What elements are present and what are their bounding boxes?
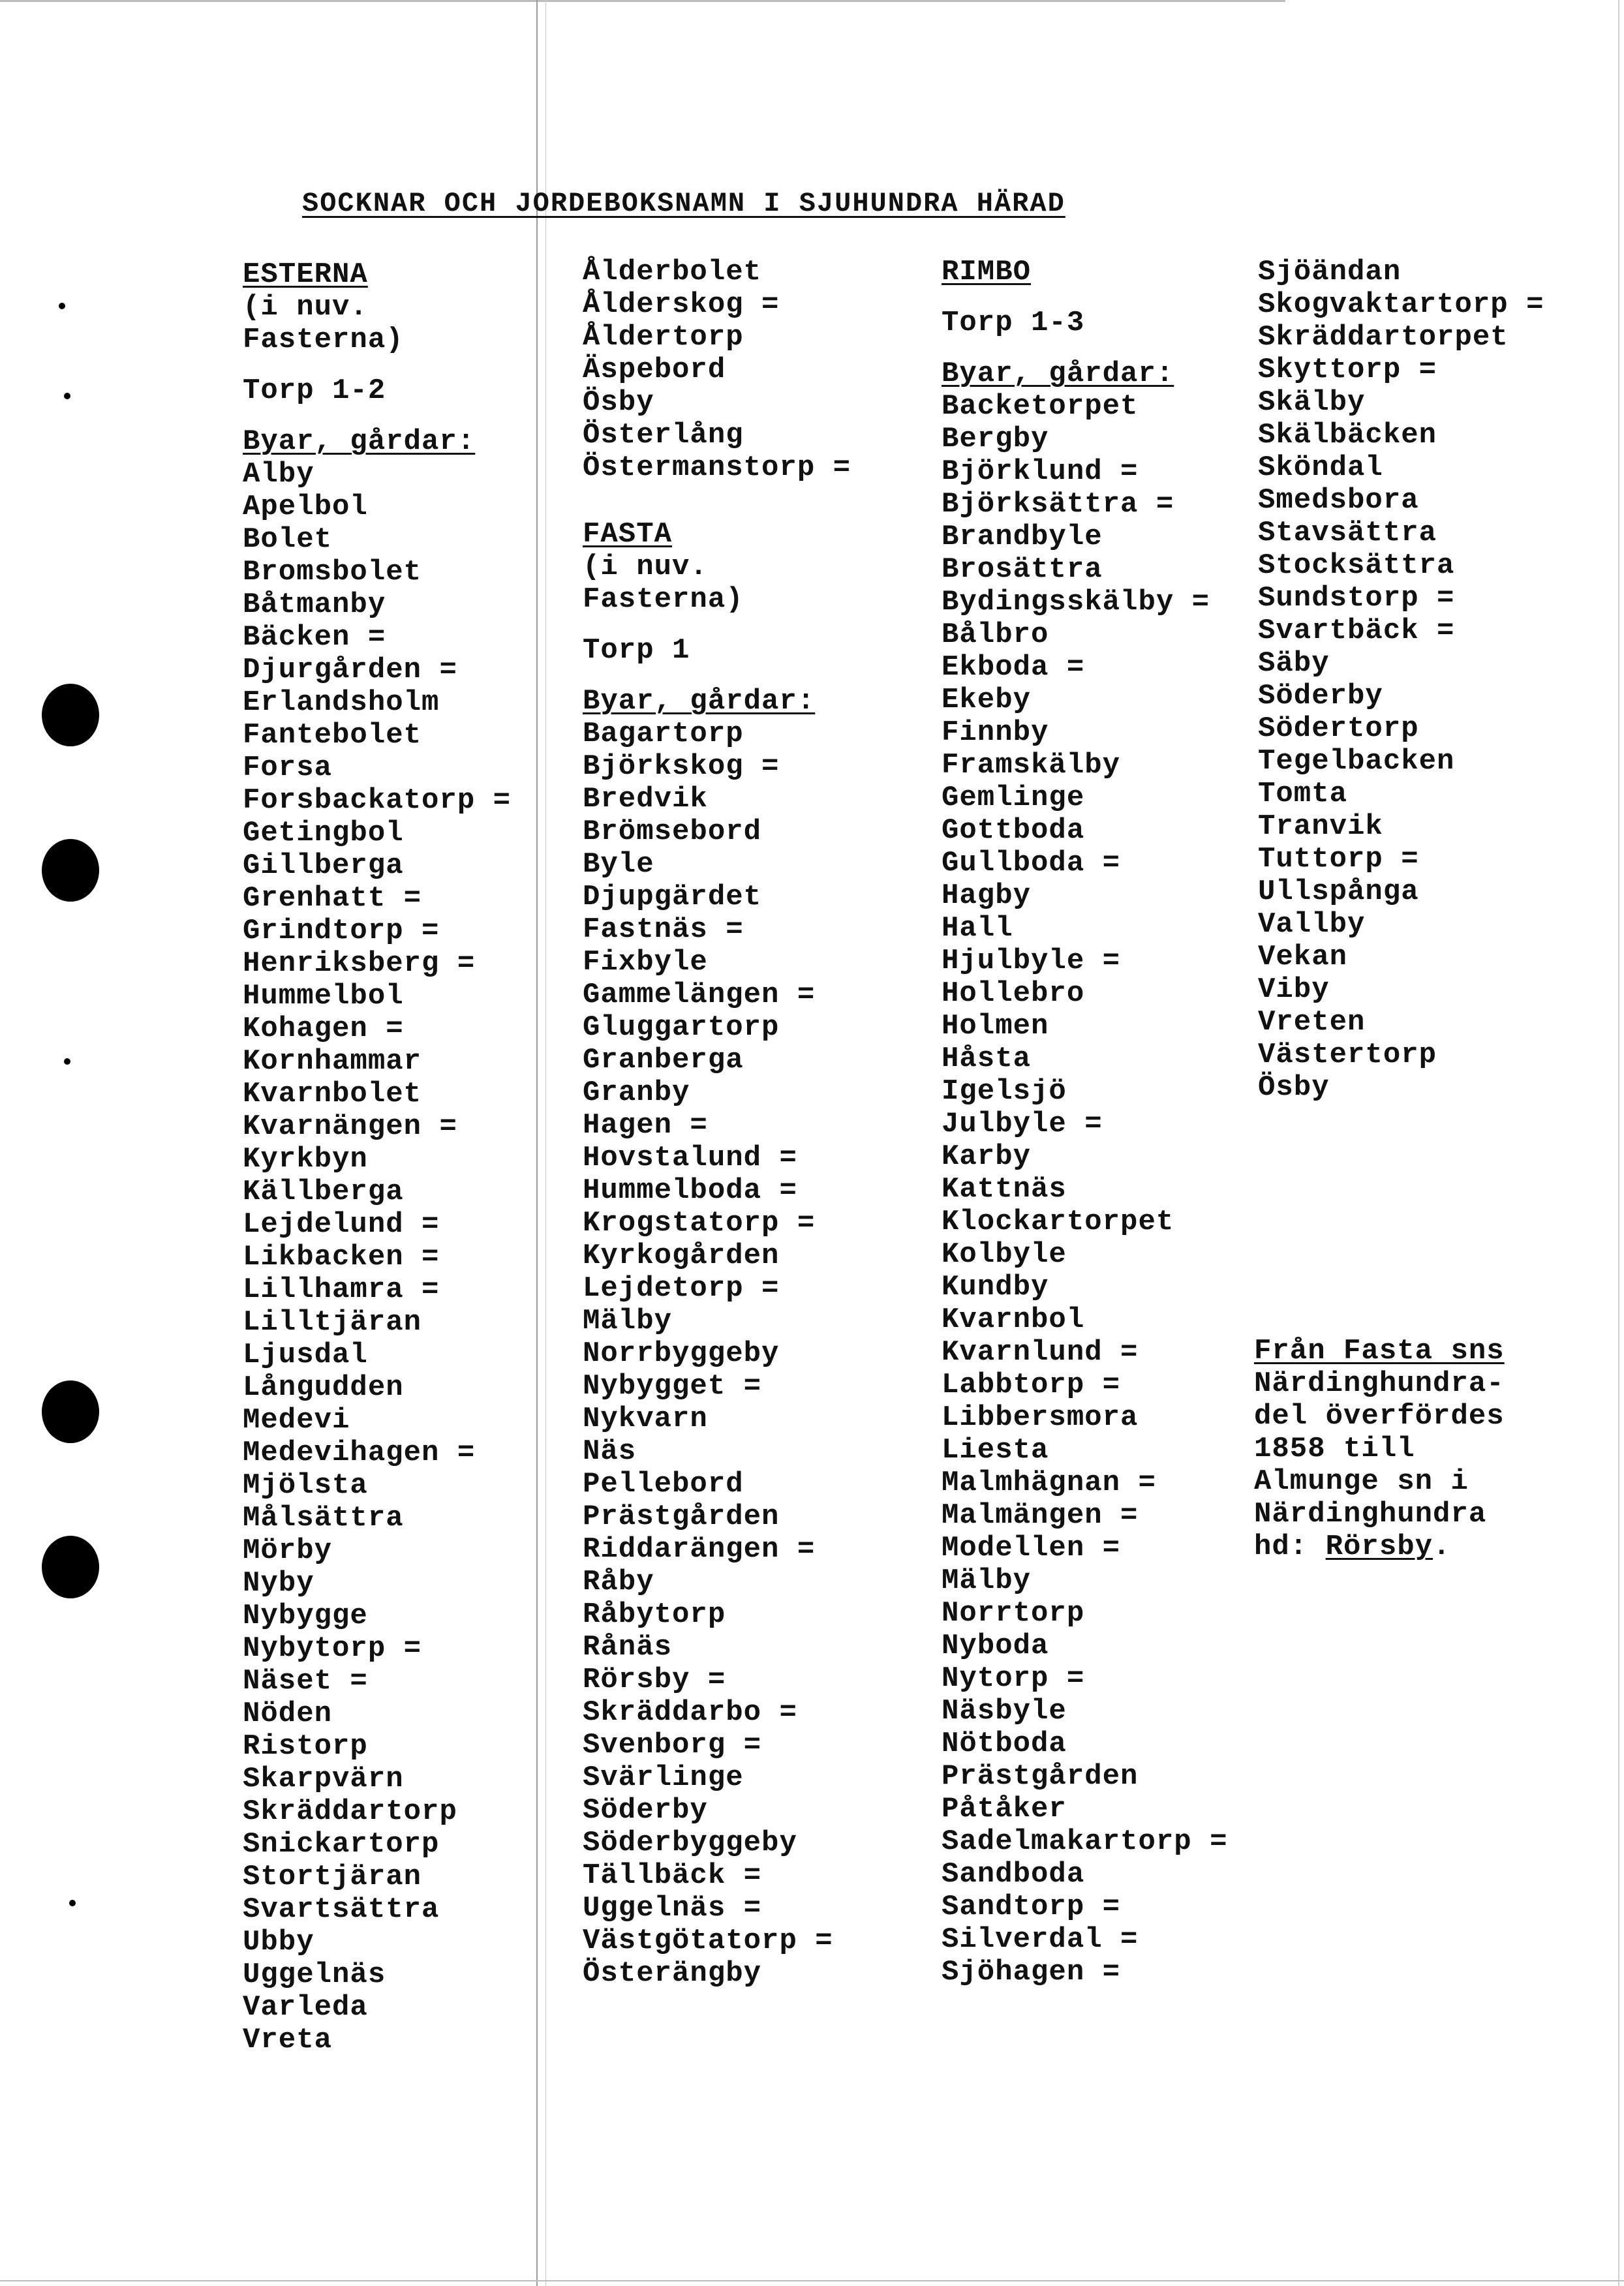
byar-heading: Byar, gårdar: xyxy=(942,358,1174,390)
place-name: Malmängen = xyxy=(942,1499,1139,1532)
place-name: Djurgården = xyxy=(243,654,457,686)
place-name: Långudden xyxy=(243,1371,404,1404)
torp-label: Torp 1 xyxy=(583,634,690,667)
place-name: Fantebolet xyxy=(243,719,422,752)
note-line: 1858 till xyxy=(1254,1433,1415,1465)
place-name: Västgötatorp = xyxy=(583,1925,833,1957)
place-name: Svärlinge xyxy=(583,1761,744,1794)
place-name: Österängby xyxy=(583,1957,762,1990)
place-name: Lilltjäran xyxy=(243,1306,422,1339)
parish-note: Fasterna) xyxy=(243,324,404,356)
note-line: Närdinghundra- xyxy=(1254,1367,1505,1400)
place-name: Österlång xyxy=(583,419,744,451)
place-name: Västertorp xyxy=(1258,1039,1437,1071)
place-name: Apelbol xyxy=(243,491,368,523)
place-name: Svartsättra xyxy=(243,1893,440,1926)
place-name: Smedsbora xyxy=(1258,484,1419,517)
place-list xyxy=(583,718,851,1990)
place-name: Björklund = xyxy=(942,455,1139,488)
punch-hole xyxy=(42,1380,99,1443)
note-line: Almunge sn i xyxy=(1254,1465,1469,1498)
parish-column-rimbo xyxy=(942,256,1227,1989)
place-name: Medevihagen = xyxy=(243,1437,476,1469)
place-list xyxy=(1258,256,1544,1104)
place-name: Råbytorp xyxy=(583,1598,726,1631)
place-name: Norrbyggeby xyxy=(583,1337,780,1370)
place-name: Källberga xyxy=(243,1176,404,1208)
place-name: Getingbol xyxy=(243,817,404,849)
place-name: Sjöhagen = xyxy=(942,1956,1121,1989)
place-name: Skyttorp = xyxy=(1258,354,1437,386)
speck xyxy=(64,393,70,399)
speck xyxy=(59,303,65,309)
place-name: Skälbäcken xyxy=(1258,419,1437,451)
place-name: Djupgärdet xyxy=(583,881,762,913)
place-name: Söderbyggeby xyxy=(583,1827,797,1859)
byar-heading: Byar, gårdar: xyxy=(243,425,476,458)
place-name: Sandtorp = xyxy=(942,1891,1121,1923)
place-name: Skräddarbo = xyxy=(583,1696,797,1729)
speck xyxy=(69,1900,76,1906)
place-name: Vreten xyxy=(1258,1006,1366,1039)
place-name: Björksättra = xyxy=(942,488,1174,521)
place-name: Prästgården xyxy=(583,1501,780,1533)
place-name: Kvarnbol xyxy=(942,1303,1085,1336)
place-name: Kattnäs xyxy=(942,1173,1067,1206)
note-line: Närdinghundra xyxy=(1254,1498,1487,1531)
place-name: Hjulbyle = xyxy=(942,945,1121,977)
place-name: Skräddartorpet xyxy=(1258,321,1509,354)
place-name: Söderby xyxy=(1258,680,1383,712)
place-name: Påtåker xyxy=(942,1793,1067,1825)
place-name: Nytorp = xyxy=(942,1662,1085,1695)
place-name: Gluggartorp xyxy=(583,1011,780,1044)
parish-column-esterna xyxy=(243,258,511,2056)
place-name: Finnby xyxy=(942,716,1049,749)
place-name: Stavsättra xyxy=(1258,517,1437,549)
place-name: Svenborg = xyxy=(583,1729,762,1761)
torp-label: Torp 1-3 xyxy=(942,307,1085,339)
place-name: Kvarnbolet xyxy=(243,1078,422,1110)
place-name: Tuttorp = xyxy=(1258,843,1419,876)
place-name: Brandbyle xyxy=(942,521,1103,553)
note-text: . xyxy=(1433,1531,1451,1563)
place-name: Mörby xyxy=(243,1534,333,1567)
right-edge-line xyxy=(1618,0,1619,2286)
place-name: Snickartorp xyxy=(243,1828,440,1861)
place-name: Ljusdal xyxy=(243,1339,368,1371)
place-name: Erlandsholm xyxy=(243,686,440,719)
place-name: Ristorp xyxy=(243,1730,368,1763)
place-name: Mjölsta xyxy=(243,1469,368,1502)
place-name: Tällbäck = xyxy=(583,1859,762,1892)
place-name: Kohagen = xyxy=(243,1013,404,1045)
punch-hole xyxy=(42,1536,99,1598)
punch-hole xyxy=(42,839,99,902)
place-name: Östermanstorp = xyxy=(583,451,851,484)
torp-label: Torp 1-2 xyxy=(243,374,386,407)
place-name: Tomta xyxy=(1258,778,1348,810)
place-name: Uggelnäs xyxy=(243,1958,386,1991)
place-name: Tegelbacken xyxy=(1258,745,1455,778)
place-name: Mälby xyxy=(942,1564,1032,1597)
place-name: Varleda xyxy=(243,1991,368,2024)
place-name: Sandboda xyxy=(942,1858,1085,1891)
place-name: Silverdal = xyxy=(942,1923,1139,1956)
place-name: Sköndal xyxy=(1258,451,1383,484)
parish-heading: RIMBO xyxy=(942,256,1032,288)
place-name: Sadelmakartorp = xyxy=(942,1825,1228,1858)
parish-note: (i nuv. xyxy=(583,551,708,583)
place-name: Ubby xyxy=(243,1926,314,1958)
place-name: Näsbyle xyxy=(942,1695,1067,1728)
place-name: Julbyle = xyxy=(942,1108,1103,1140)
parish-note: Fasterna) xyxy=(583,583,744,616)
place-name: Målsättra xyxy=(243,1502,404,1534)
place-name: Kornhammar xyxy=(243,1045,422,1078)
place-name: Nyby xyxy=(243,1567,314,1600)
parish-column-rimbo-continued xyxy=(1258,256,1544,1104)
place-name: Vallby xyxy=(1258,908,1366,941)
place-name: Klockartorpet xyxy=(942,1206,1174,1238)
transfer-note xyxy=(1254,1335,1505,1563)
place-name: Svartbäck = xyxy=(1258,615,1455,647)
place-name: Råby xyxy=(583,1566,654,1598)
place-name: Båtmanby xyxy=(243,588,386,621)
bottom-edge-line xyxy=(0,2280,1624,2281)
place-name: Brömsebord xyxy=(583,815,762,848)
place-name: Byle xyxy=(583,848,654,881)
place-name: Stocksättra xyxy=(1258,549,1455,582)
place-name: Nötboda xyxy=(942,1728,1067,1760)
place-name: Ekboda = xyxy=(942,651,1085,684)
place-name: Norrtorp xyxy=(942,1597,1085,1630)
place-name: Gillberga xyxy=(243,849,404,882)
place-name: Hummelboda = xyxy=(583,1174,797,1207)
place-name: Åldertorp xyxy=(583,321,744,354)
parish-column-fasta xyxy=(583,256,851,1990)
place-name: Hagby xyxy=(942,879,1032,912)
place-name: Kolbyle xyxy=(942,1238,1067,1271)
place-name: Holmen xyxy=(942,1010,1049,1043)
place-name: Ösby xyxy=(1258,1071,1330,1104)
place-name: Näs xyxy=(583,1435,637,1468)
place-list xyxy=(243,458,511,2056)
place-list xyxy=(583,256,851,484)
place-name: Kyrkbyn xyxy=(243,1143,368,1176)
place-name: Rånäs xyxy=(583,1631,673,1664)
place-name: Ösby xyxy=(583,386,654,419)
place-name: Lillhamra = xyxy=(243,1273,440,1306)
place-name: Likbacken = xyxy=(243,1241,440,1273)
place-name: Granby xyxy=(583,1076,690,1109)
place-name: Skräddartorp xyxy=(243,1795,457,1828)
note-line: del överfördes xyxy=(1254,1400,1505,1433)
place-name: Uggelnäs = xyxy=(583,1892,762,1925)
place-name: Kvarnlund = xyxy=(942,1336,1139,1369)
place-name: Bolet xyxy=(243,523,333,556)
place-name: Krogstatorp = xyxy=(583,1207,816,1240)
place-name: Framskälby xyxy=(942,749,1121,782)
place-name: Ålderskog = xyxy=(583,288,780,321)
place-name: Bredvik xyxy=(583,783,708,815)
place-name: Kvarnängen = xyxy=(243,1110,457,1143)
place-name: Ålderbolet xyxy=(583,256,762,288)
place-name: Labbtorp = xyxy=(942,1369,1121,1401)
note-place: Rörsby xyxy=(1325,1531,1433,1563)
place-name: Backetorpet xyxy=(942,390,1139,423)
parish-heading: FASTA xyxy=(583,518,673,551)
place-name: Hagen = xyxy=(583,1109,708,1142)
place-name: Nybytorp = xyxy=(243,1632,422,1665)
place-name: Hovstalund = xyxy=(583,1142,797,1174)
place-name: Prästgården xyxy=(942,1760,1139,1793)
place-name: Ekeby xyxy=(942,684,1032,716)
place-name: Bäcken = xyxy=(243,621,386,654)
place-name: Sundstorp = xyxy=(1258,582,1455,615)
place-name: Gammelängen = xyxy=(583,979,816,1011)
place-name: Medevi xyxy=(243,1404,350,1437)
place-name: Lejdetorp = xyxy=(583,1272,780,1305)
place-name: Hummelbol xyxy=(243,980,404,1013)
place-name: Pellebord xyxy=(583,1468,744,1501)
place-name: Kyrkogården xyxy=(583,1240,780,1272)
place-name: Forsa xyxy=(243,752,333,784)
place-name: Modellen = xyxy=(942,1532,1121,1564)
place-name: Kundby xyxy=(942,1271,1049,1303)
place-name: Fastnäs = xyxy=(583,913,744,946)
note-line xyxy=(1254,1531,1505,1563)
place-name: Tranvik xyxy=(1258,810,1383,843)
place-name: Björkskog = xyxy=(583,750,780,783)
note-heading: Från Fasta sns xyxy=(1254,1335,1505,1367)
place-name: Håsta xyxy=(942,1043,1032,1075)
place-name: Stortjäran xyxy=(243,1861,422,1893)
place-list xyxy=(942,390,1227,1989)
place-name: Skogvaktartorp = xyxy=(1258,288,1544,321)
place-name: Hollebro xyxy=(942,977,1085,1010)
place-name: Skarpvärn xyxy=(243,1763,404,1795)
place-name: Bagartorp xyxy=(583,718,744,750)
place-name: Vreta xyxy=(243,2024,333,2056)
place-name: Igelsjö xyxy=(942,1075,1067,1108)
place-name: Fixbyle xyxy=(583,946,708,979)
byar-heading: Byar, gårdar: xyxy=(583,685,816,718)
place-name: Libbersmora xyxy=(942,1401,1139,1434)
place-name: Skälby xyxy=(1258,386,1366,419)
place-name: Granberga xyxy=(583,1044,744,1076)
place-name: Grenhatt = xyxy=(243,882,422,915)
top-edge-line xyxy=(0,0,1285,2)
place-name: Näset = xyxy=(243,1665,368,1698)
place-name: Äspebord xyxy=(583,354,726,386)
page-title: SOCKNAR OCH JORDEBOKSNAMN I SJUHUNDRA HÄRAD xyxy=(302,188,1065,219)
place-name: Alby xyxy=(243,458,314,491)
place-name: Nykvarn xyxy=(583,1403,708,1435)
place-name: Forsbackatorp = xyxy=(243,784,512,817)
parish-note: (i nuv. xyxy=(243,291,368,324)
place-name: Mälby xyxy=(583,1305,673,1337)
place-name: Gemlinge xyxy=(942,782,1085,814)
parish-heading: ESTERNA xyxy=(243,258,368,291)
place-name: Henriksberg = xyxy=(243,947,476,980)
speck xyxy=(64,1058,70,1065)
place-name: Grindtorp = xyxy=(243,915,440,947)
place-name: Brosättra xyxy=(942,553,1103,586)
punch-hole xyxy=(42,684,99,746)
fold-line xyxy=(536,0,538,2286)
place-name: Bydingsskälby = xyxy=(942,586,1210,618)
place-name: Bromsbolet xyxy=(243,556,422,588)
place-name: Nyboda xyxy=(942,1630,1049,1662)
place-name: Riddarängen = xyxy=(583,1533,816,1566)
place-name: Malmhägnan = xyxy=(942,1467,1156,1499)
place-name: Nybygget = xyxy=(583,1370,762,1403)
note-text: hd: xyxy=(1254,1531,1326,1563)
fold-line-shadow xyxy=(545,0,546,2286)
place-name: Gullboda = xyxy=(942,847,1121,879)
place-name: Bålbro xyxy=(942,618,1049,651)
place-name: Rörsby = xyxy=(583,1664,726,1696)
place-name: Karby xyxy=(942,1140,1032,1173)
place-name: Ullspånga xyxy=(1258,876,1419,908)
place-name: Söderby xyxy=(583,1794,708,1827)
place-name: Lejdelund = xyxy=(243,1208,440,1241)
place-name: Södertorp xyxy=(1258,712,1419,745)
place-name: Hall xyxy=(942,912,1013,945)
place-name: Vekan xyxy=(1258,941,1348,973)
place-name: Nöden xyxy=(243,1698,333,1730)
place-name: Liesta xyxy=(942,1434,1049,1467)
place-name: Viby xyxy=(1258,973,1330,1006)
place-name: Säby xyxy=(1258,647,1330,680)
place-name: Gottboda xyxy=(942,814,1085,847)
place-name: Bergby xyxy=(942,423,1049,455)
place-name: Sjöändan xyxy=(1258,256,1402,288)
place-name: Nybygge xyxy=(243,1600,368,1632)
